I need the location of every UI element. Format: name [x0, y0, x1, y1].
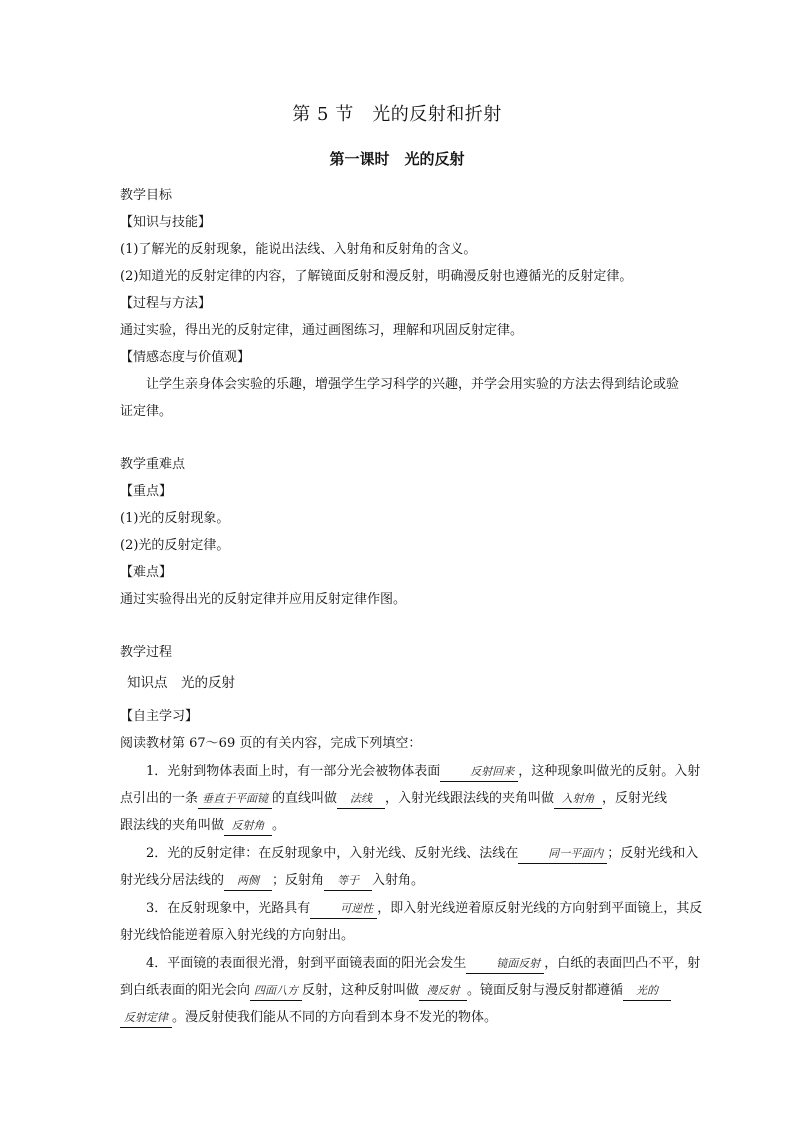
knowledge-point-title: 知识点 光的反射 [127, 675, 235, 691]
question-4-line-2: 到白纸表面的阳光会向 四面八方 反射，这种反射叫做 漫反射 。镜面反射与漫反射都遵循 光的 [120, 977, 700, 1004]
lesson-subtitle: 第一课时 光的反射 [329, 150, 465, 168]
focus-item-1: (1)光的反射现象。 [120, 511, 230, 526]
self-study-heading: 【自主学习】 [120, 709, 199, 724]
answer-blank: 垂直于平面镜 [198, 790, 272, 809]
process-heading: 教学过程 [120, 645, 173, 660]
answer-blank: 四面八方 [250, 982, 302, 1001]
question-2-line-1: 2．光的反射定律：在反射现象中，入射光线、反射光线、法线在 同一平面内 ；反射光线和入 [120, 840, 700, 867]
focus-heading: 【重点】 [120, 484, 173, 499]
answer-blank: 漫反射 [419, 982, 467, 1001]
knowledge-item-2: (2)知道光的反射定律的内容，了解镜面反射和漫反射，明确漫反射也遵循光的反射定律。 [120, 269, 633, 284]
document-body [120, 182, 703, 1031]
question-4-line-3: 反射定律 。漫反射使我们能从不同的方向看到本身不发光的物体。 [120, 1004, 700, 1031]
process-method-text: 通过实验，得出光的反射定律，通过画图练习，理解和巩固反射定律。 [120, 323, 524, 338]
answer-blank: 光的 [623, 982, 671, 1001]
question-3-line-1: 3．在反射现象中，光路具有 可逆性 ，即入射光线逆着原反射光线的方向射到平面镜上，其反 [120, 895, 700, 922]
answer-blank: 镜面反射 [466, 955, 544, 974]
answer-blank: 可逆性 [310, 900, 377, 919]
answer-blank: 反射角 [224, 817, 272, 836]
knowledge-skills-heading: 【知识与技能】 [120, 215, 212, 230]
goals-heading: 教学目标 [120, 188, 173, 203]
reading-instruction: 阅读教材第 67～69 页的有关内容，完成下列填空： [120, 736, 422, 751]
page-title: 第 5 节 光的反射和折射 [292, 104, 502, 125]
answer-blank: 反射定律 [120, 1009, 172, 1028]
focus-item-2: (2)光的反射定律。 [120, 538, 230, 553]
answer-blank: 两侧 [224, 872, 272, 891]
difficulty-text: 通过实验得出光的反射定律并应用反射定律作图。 [120, 592, 407, 607]
knowledge-item-1: (1)了解光的反射现象，能说出法线、入射角和反射角的含义。 [120, 242, 477, 257]
question-1-line-3: 跟法线的夹角叫做 反射角 。 [120, 812, 700, 839]
process-method-heading: 【过程与方法】 [120, 296, 212, 311]
answer-blank: 法线 [337, 790, 385, 809]
key-points-heading: 教学重难点 [120, 457, 186, 472]
question-2-line-2: 射光线分居法线的 两侧 ；反射角 等于 入射角。 [120, 867, 700, 894]
question-1-line-2: 点引出的一条 垂直于平面镜 的直线叫做 法线 ，入射光线跟法线的夹角叫做 入射角 ，反射光线 [120, 785, 700, 812]
emotion-text-line-2: 证定律。 [120, 404, 173, 419]
emotion-text-line-1: 让学生亲身体会实验的乐趣，增强学生学习科学的兴趣，并学会用实验的方法去得到结论或验 [146, 377, 680, 392]
answer-blank: 入射角 [554, 790, 602, 809]
question-4-line-1: 4．平面镜的表面很光滑，射到平面镜表面的阳光会发生 镜面反射 ，白纸的表面凹凸不平，射 [120, 950, 700, 977]
question-3-line-2: 射光线恰能逆着原入射光线的方向射出。 [120, 928, 355, 943]
difficulty-heading: 【难点】 [120, 565, 173, 580]
answer-blank: 同一平面内 [518, 845, 607, 864]
question-1-line-1: 1．光射到物体表面上时，有一部分光会被物体表面 反射回来 ，这种现象叫做光的反射。入射 [120, 758, 700, 785]
answer-blank: 等于 [324, 872, 372, 891]
emotion-heading: 【情感态度与价值观】 [120, 350, 251, 365]
answer-blank: 反射回来 [440, 763, 518, 782]
